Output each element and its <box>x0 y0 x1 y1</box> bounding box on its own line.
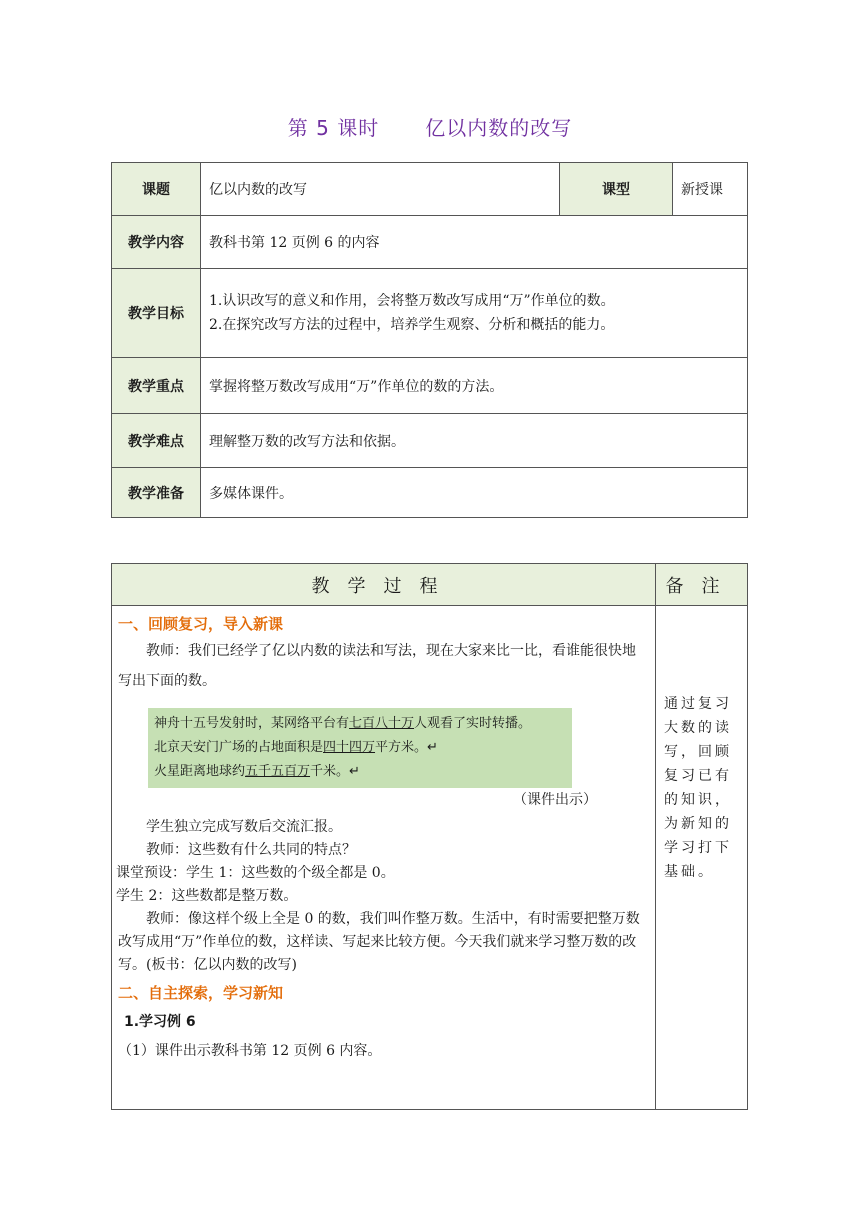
lesson-topic: 亿以内数的改写 <box>425 116 573 140</box>
source-note: （课件出示） <box>513 792 597 808</box>
paragraph: （1）课件出示教科书第 12 页例 6 内容。 <box>118 1043 382 1059</box>
example-line: 火星距离地球约五千五百万千米。↵ <box>154 764 360 779</box>
notes-header: 备注 <box>656 564 748 606</box>
process-header: 教学过程 <box>112 564 656 606</box>
paragraph: 课堂预设：学生 1：这些数的个级全都是 0。 <box>116 865 395 881</box>
content-value: 教科书第 12 页例 6 的内容 <box>201 216 748 269</box>
section-heading: 二、自主探索，学习新知 <box>118 984 284 1002</box>
paragraph: 学生 2：这些数都是整万数。 <box>116 888 298 904</box>
lesson-number: 第 5 课时 <box>287 116 380 140</box>
paragraph: 教师：这些数有什么共同的特点？ <box>146 842 356 858</box>
prep-label: 教学准备 <box>112 468 201 518</box>
content-label: 教学内容 <box>112 216 201 269</box>
section-heading: 一、回顾复习，导入新课 <box>118 615 284 633</box>
goals-value <box>201 269 748 358</box>
lesson-info-table <box>111 162 748 518</box>
goal-1: 1.认识改写的意义和作用，会将整万数改写成用“万”作单位的数。 <box>209 293 615 309</box>
page-title <box>0 112 860 141</box>
type-label: 课型 <box>560 163 673 216</box>
teaching-process-table <box>111 563 748 1110</box>
goal-2: 2.在探究改写方法的过程中，培养学生观察、分析和概括的能力。 <box>209 317 615 333</box>
goals-label: 教学目标 <box>112 269 201 358</box>
example-line: 神舟十五号发射时，某网络平台有七百八十万人观看了实时转播。 <box>154 716 532 731</box>
key-value: 掌握将整万数改写成用“万”作单位的数的方法。 <box>201 358 748 414</box>
process-body <box>112 606 656 1110</box>
type-value: 新授课 <box>673 163 748 216</box>
paragraph: 学生独立完成写数后交流汇报。 <box>146 819 342 835</box>
number-examples-box <box>148 708 572 788</box>
topic-label: 课题 <box>112 163 201 216</box>
difficulty-label: 教学难点 <box>112 414 201 468</box>
example-line: 北京天安门广场的占地面积是四十四万平方米。↵ <box>154 740 438 755</box>
sub-heading: 1.学习例 6 <box>124 1014 196 1030</box>
topic-value: 亿以内数的改写 <box>201 163 560 216</box>
paragraph: 教师：我们已经学了亿以内数的读法和写法，现在大家来比一比，看谁能很快地写出下面的数。 <box>118 643 636 689</box>
prep-value: 多媒体课件。 <box>201 468 748 518</box>
paragraph: 教师：像这样个级上全是 0 的数，我们叫作整万数。生活中，有时需要把整万数改写成用“万”作单位的数，这样读、写起来比较方便。今天我们就来学习整万数的改写。(板书：亿以内数的改写) <box>118 911 640 973</box>
notes-cell: 通过复习大数的读写，回顾复习已有的知识，为新知的学习打下基础。 <box>656 606 748 1110</box>
difficulty-value: 理解整万数的改写方法和依据。 <box>201 414 748 468</box>
key-label: 教学重点 <box>112 358 201 414</box>
